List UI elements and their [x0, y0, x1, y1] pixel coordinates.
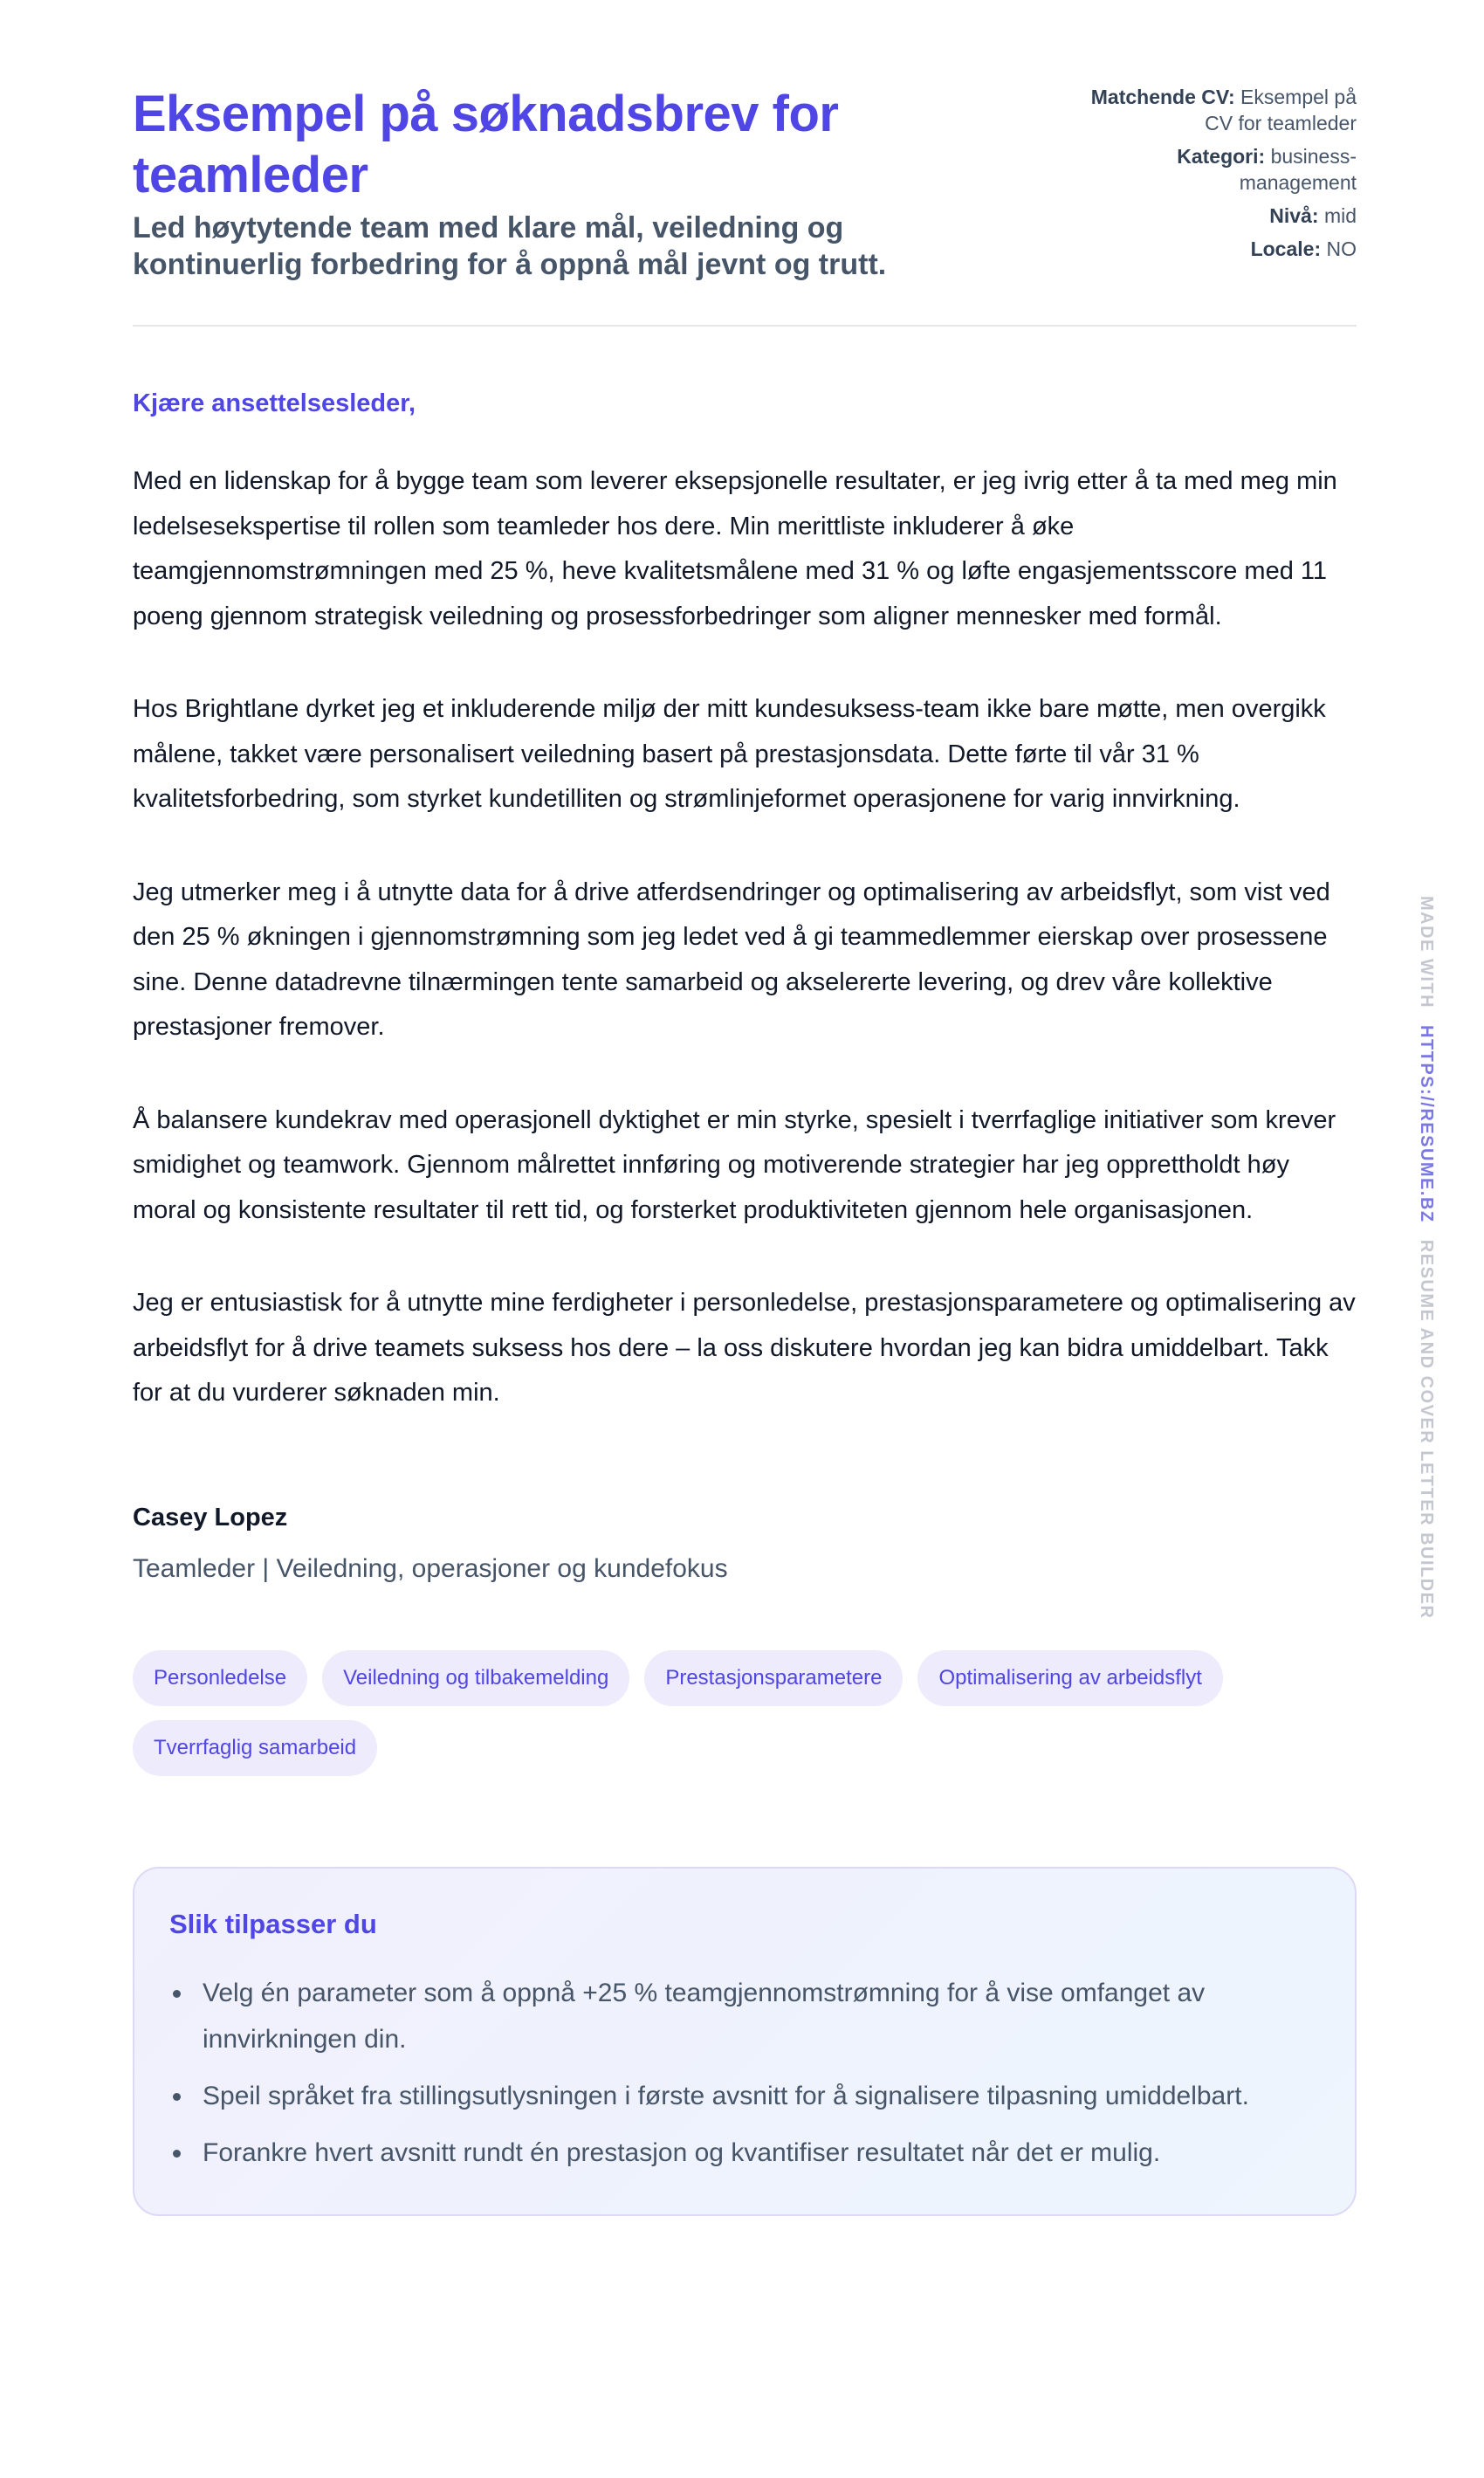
tip-item: Speil språket fra stillingsutlysningen i første avsnitt for å signalisere tilpasning umiddelbart. — [169, 2073, 1320, 2119]
letter-paragraph: Med en lidenskap for å bygge team som leverer eksepsjonelle resultater, er jeg ivrig etter å ta med meg min ledelsesekspertise til rollen som teamleder hos dere. Min merittliste inkluderer å øke teamgjennomstrømningen med 25 %, heve kvalitetsmålene med 31 % og løfte engasjementsscore med 11 poeng gjennom strategisk veiledning og prosessforbedringer som aligner mennesker med formål. — [133, 467, 1337, 630]
tips-list — [169, 1970, 1320, 2176]
meta-value: NO — [1326, 237, 1357, 260]
skill-tags — [133, 1650, 1357, 1776]
letter-paragraph: Hos Brightlane dyrket jeg et inkluderende miljø der mitt kundesuksess-team ikke bare møtte, men overgikk målene, takket være personalisert veiledning basert på prestasjonsdata. Dette førte til vår 31 % kvalitetsforbedring, som styrket kundetilliten og strømlinjeformet operasjonene for varig innvirkning. — [133, 695, 1326, 813]
signature-block — [133, 1502, 1357, 1586]
matching-cv-link[interactable]: Eksempel på CV for teamleder — [1205, 86, 1357, 134]
watermark-prefix: MADE WITH — [1417, 896, 1436, 1009]
meta-key: Locale: — [1250, 237, 1322, 260]
meta-matching-cv — [1077, 84, 1357, 136]
document-content — [133, 84, 1357, 2216]
meta-value: business-management — [1239, 145, 1357, 194]
customization-tips-box — [133, 1867, 1357, 2216]
skill-tag: Veiledning og tilbakemelding — [322, 1650, 629, 1706]
signature-title: Teamleder | Veiledning, operasjoner og kundefokus — [133, 1553, 728, 1583]
letter-paragraph: Jeg utmerker meg i å utnytte data for å drive atferdsendringer og optimalisering av arbeidsflyt, som vist ved den 25 % økningen i gjennomstrømning som jeg ledet ved å gi teammedlemmer eierskap over prosessene sine. Denne datadrevne tilnærmingen tente samarbeid og akselererte levering, og drev våre kollektive prestasjoner fremover. — [133, 878, 1330, 1041]
meta-key: Nivå: — [1269, 204, 1319, 227]
page-title: Eksempel på søknadsbrev for teamleder — [133, 86, 839, 203]
skill-tag: Optimalisering av arbeidsflyt — [917, 1650, 1222, 1706]
watermark-suffix: RESUME AND COVER LETTER BUILDER — [1417, 1239, 1436, 1620]
letter-body — [133, 388, 1357, 1416]
page-subtitle: Led høytytende team med klare mål, veiledning og kontinuerlig forbedring for å oppnå mål jevnt og trutt. — [133, 211, 887, 281]
skill-tag: Prestasjonsparametere — [644, 1650, 903, 1706]
skill-tag: Personledelse — [133, 1650, 307, 1706]
skill-tag: Tverrfaglig samarbeid — [133, 1720, 377, 1776]
meta-value: mid — [1323, 204, 1357, 227]
signature-name: Casey Lopez — [133, 1503, 288, 1532]
meta-key: Matchende CV: — [1090, 86, 1235, 108]
tip-item: Velg én parameter som å oppnå +25 % teamgjennomstrømning for å vise omfanget av innvirkningen din. — [169, 1970, 1320, 2062]
tips-title: Slik tilpasser du — [169, 1908, 377, 1939]
meta-info — [1077, 84, 1357, 269]
vertical-watermark — [1416, 896, 1436, 1619]
document-header — [133, 84, 1357, 327]
header-titles — [133, 84, 971, 283]
tip-item: Forankre hvert avsnitt rundt én prestasjon og kvantifiser resultatet når det er mulig. — [169, 2130, 1320, 2176]
watermark-link[interactable]: HTTPS://RESUME.BZ — [1417, 1025, 1436, 1223]
meta-key: Kategori: — [1177, 145, 1266, 168]
meta-level — [1077, 203, 1357, 229]
letter-paragraph: Å balansere kundekrav med operasjonell dyktighet er min styrke, spesielt i tverrfaglige initiativer som krever smidighet og teamwork. Gjennom målrettet innføring og motiverende strategier har jeg opprettholdt høy moral og konsistente resultater til rett tid, og forsterket produktiviteten gjennom hele organisasjonen. — [133, 1105, 1336, 1224]
meta-category — [1077, 143, 1357, 196]
letter-paragraph: Jeg er entusiastisk for å utnytte mine ferdigheter i personledelse, prestasjonsparametere og optimalisering av arbeidsflyt for å drive teamets suksess hos dere – la oss diskutere hvordan jeg kan bidra umiddelbart. Takk for at du vurderer søknaden min. — [133, 1289, 1356, 1407]
salutation: Kjære ansettelsesleder, — [133, 389, 416, 417]
meta-locale — [1077, 236, 1357, 262]
